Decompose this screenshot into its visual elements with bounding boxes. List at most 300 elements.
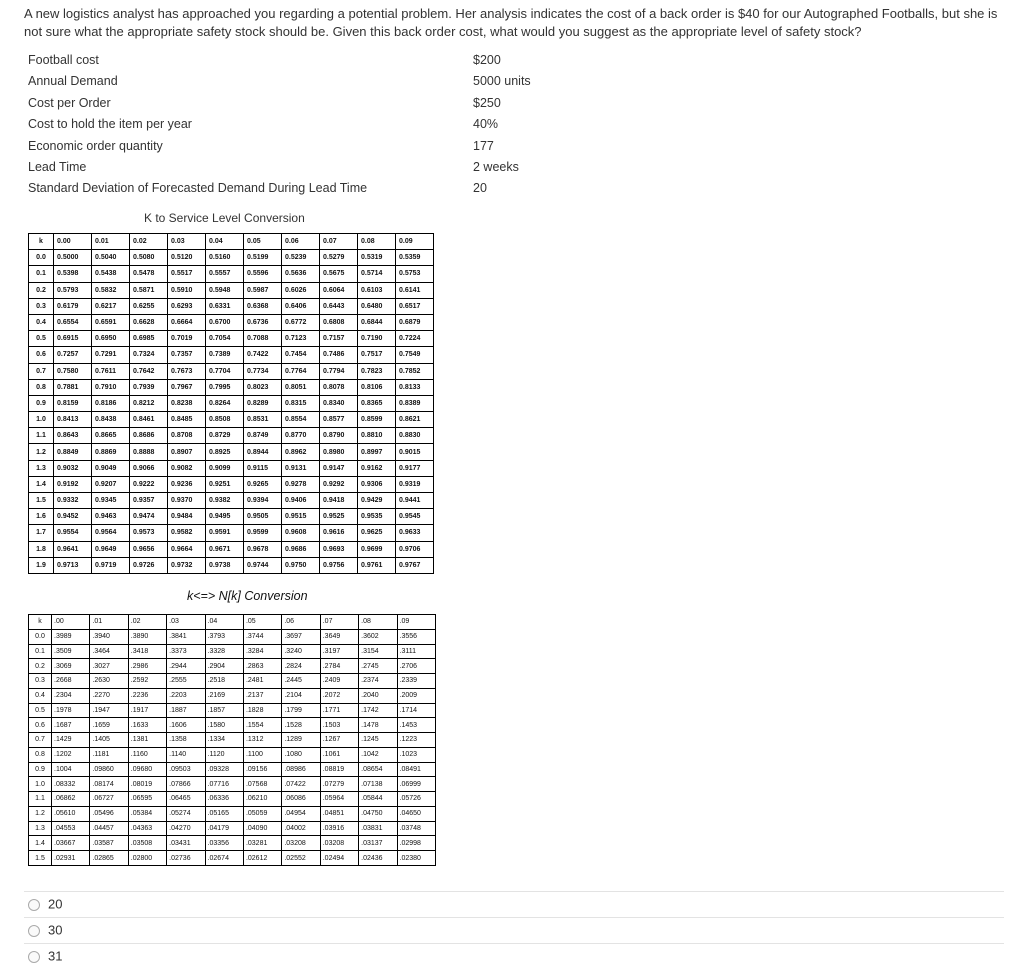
- table-cell: 0.8907: [168, 444, 206, 460]
- table-cell: .3154: [359, 644, 397, 659]
- table-cell: 0.6554: [54, 314, 92, 330]
- param-row: [28, 114, 548, 135]
- table-cell: .05726: [397, 792, 435, 807]
- row-key-cell: 0.7: [29, 733, 52, 748]
- table-cell: 0.6443: [320, 298, 358, 314]
- param-value: 2 weeks: [473, 159, 519, 174]
- table-row: [29, 379, 434, 395]
- table-cell: 0.7257: [54, 347, 92, 363]
- table-cell: .05165: [205, 806, 243, 821]
- table-cell: 0.5714: [358, 266, 396, 282]
- table-cell: 0.9505: [244, 509, 282, 525]
- table-cell: 0.8508: [206, 412, 244, 428]
- table-cell: .08491: [397, 762, 435, 777]
- table-cell: 0.6331: [206, 298, 244, 314]
- table-cell: 0.8944: [244, 444, 282, 460]
- table-cell: 0.9452: [54, 509, 92, 525]
- table-cell: .09680: [128, 762, 166, 777]
- table-cell: .09860: [90, 762, 128, 777]
- table-cell: .1947: [90, 703, 128, 718]
- table-cell: .1606: [167, 718, 205, 733]
- table-cell: 0.8365: [358, 395, 396, 411]
- table-cell: 0.7486: [320, 347, 358, 363]
- table-row: [29, 659, 436, 674]
- table-cell: 0.5871: [130, 282, 168, 298]
- row-key-cell: 1.4: [29, 836, 52, 851]
- table-cell: 0.9656: [130, 541, 168, 557]
- table-cell: .3069: [52, 659, 90, 674]
- table-cell: .06999: [397, 777, 435, 792]
- table-cell: .02865: [90, 851, 128, 866]
- row-key-cell: 1.9: [29, 557, 54, 573]
- table-cell: 0.9345: [92, 493, 130, 509]
- table-cell: .04650: [397, 806, 435, 821]
- table-cell: 0.9641: [54, 541, 92, 557]
- table-row: [29, 298, 434, 314]
- table-cell: .3373: [167, 644, 205, 659]
- table-cell: .06595: [128, 792, 166, 807]
- table-cell: 0.9625: [358, 525, 396, 541]
- param-label: Annual Demand: [28, 74, 118, 89]
- table-cell: 0.8686: [130, 428, 168, 444]
- table-row: [29, 703, 436, 718]
- table-cell: 0.5753: [396, 266, 434, 282]
- table-row: [29, 266, 434, 282]
- table-cell: 0.9484: [168, 509, 206, 525]
- table-cell: 0.8888: [130, 444, 168, 460]
- table-cell: 0.8621: [396, 412, 434, 428]
- table-cell: .03208: [282, 836, 320, 851]
- table-cell: 0.9082: [168, 460, 206, 476]
- table-header-cell: .01: [90, 615, 128, 630]
- table-cell: 0.9599: [244, 525, 282, 541]
- table-header-cell: 0.08: [358, 234, 396, 250]
- table-cell: .04363: [128, 821, 166, 836]
- table-cell: 0.8849: [54, 444, 92, 460]
- table-cell: .03137: [359, 836, 397, 851]
- table-cell: 0.9738: [206, 557, 244, 573]
- table-cell: 0.5675: [320, 266, 358, 282]
- table-cell: .3556: [397, 629, 435, 644]
- table-cell: 0.8315: [282, 395, 320, 411]
- table-cell: .1828: [243, 703, 281, 718]
- table-cell: 0.7580: [54, 363, 92, 379]
- row-key-cell: 1.8: [29, 541, 54, 557]
- table-cell: 0.6736: [244, 314, 282, 330]
- table-row: [29, 806, 436, 821]
- table-cell: .1917: [128, 703, 166, 718]
- table-cell: 0.8461: [130, 412, 168, 428]
- answer-option[interactable]: [28, 894, 62, 914]
- table-row: [29, 733, 436, 748]
- table-cell: 0.7704: [206, 363, 244, 379]
- row-key-cell: 0.7: [29, 363, 54, 379]
- table-cell: 0.9370: [168, 493, 206, 509]
- option-label: 20: [48, 896, 63, 912]
- table-cell: .1887: [167, 703, 205, 718]
- table-cell: 0.8577: [320, 412, 358, 428]
- table-cell: 0.9591: [206, 525, 244, 541]
- table-header-cell: 0.02: [130, 234, 168, 250]
- table-cell: 0.5478: [130, 266, 168, 282]
- table-cell: 0.5080: [130, 250, 168, 266]
- table-cell: 0.8186: [92, 395, 130, 411]
- table-cell: .1799: [282, 703, 320, 718]
- table-cell: .05964: [320, 792, 358, 807]
- table-cell: .3418: [128, 644, 166, 659]
- row-key-cell: 0.8: [29, 747, 52, 762]
- table-cell: .06465: [167, 792, 205, 807]
- table-cell: .2986: [128, 659, 166, 674]
- table-cell: 0.9554: [54, 525, 92, 541]
- row-key-cell: 0.6: [29, 347, 54, 363]
- table-header-row: [29, 615, 436, 630]
- table-cell: 0.5120: [168, 250, 206, 266]
- table-cell: .2203: [167, 688, 205, 703]
- table-cell: 0.6026: [282, 282, 320, 298]
- table-cell: .1004: [52, 762, 90, 777]
- table-cell: 0.9719: [92, 557, 130, 573]
- table-cell: .04954: [282, 806, 320, 821]
- table-cell: 0.6368: [244, 298, 282, 314]
- table-row: [29, 821, 436, 836]
- row-key-cell: 1.0: [29, 777, 52, 792]
- table-cell: .03431: [167, 836, 205, 851]
- param-value: 40%: [473, 117, 499, 132]
- table-header-row: [29, 234, 434, 250]
- table-row: [29, 363, 434, 379]
- table-cell: .1771: [320, 703, 358, 718]
- table-cell: 0.5040: [92, 250, 130, 266]
- table-cell: 0.7054: [206, 331, 244, 347]
- row-key-cell: 0.0: [29, 629, 52, 644]
- table-cell: 0.9066: [130, 460, 168, 476]
- answer-option[interactable]: [28, 920, 62, 940]
- table-cell: .3509: [52, 644, 90, 659]
- table-cell: 0.7224: [396, 331, 434, 347]
- param-row: [28, 93, 548, 114]
- table-cell: .2009: [397, 688, 435, 703]
- table-cell: 0.9573: [130, 525, 168, 541]
- row-key-cell: 1.0: [29, 412, 54, 428]
- row-key-cell: 0.2: [29, 659, 52, 674]
- table-cell: .2944: [167, 659, 205, 674]
- table-cell: 0.9147: [320, 460, 358, 476]
- table-cell: 0.6985: [130, 331, 168, 347]
- table-cell: .1061: [320, 747, 358, 762]
- table-cell: .1334: [205, 733, 243, 748]
- table-row: [29, 644, 436, 659]
- param-label: Cost per Order: [28, 95, 111, 110]
- table-cell: .04750: [359, 806, 397, 821]
- table-cell: 0.6879: [396, 314, 434, 330]
- table-cell: .1633: [128, 718, 166, 733]
- table-cell: 0.9671: [206, 541, 244, 557]
- table-cell: .3284: [243, 644, 281, 659]
- row-key-cell: 1.1: [29, 792, 52, 807]
- table-cell: .2518: [205, 674, 243, 689]
- table-cell: 0.6628: [130, 314, 168, 330]
- table-cell: 0.9463: [92, 509, 130, 525]
- table-cell: 0.9535: [358, 509, 396, 525]
- row-key-cell: 0.4: [29, 688, 52, 703]
- table-cell: .1100: [243, 747, 281, 762]
- table-cell: .04002: [282, 821, 320, 836]
- row-key-cell: 1.3: [29, 821, 52, 836]
- row-key-cell: 0.1: [29, 266, 54, 282]
- table-row: [29, 428, 434, 444]
- table-cell: 0.9608: [282, 525, 320, 541]
- table-cell: .2104: [282, 688, 320, 703]
- radio-button[interactable]: [28, 925, 40, 937]
- table-cell: 0.5793: [54, 282, 92, 298]
- table-cell: 0.6664: [168, 314, 206, 330]
- table-cell: 0.6217: [92, 298, 130, 314]
- table-cell: 0.6255: [130, 298, 168, 314]
- table-cell: 0.7157: [320, 331, 358, 347]
- table-cell: .2824: [282, 659, 320, 674]
- table-cell: 0.8485: [168, 412, 206, 428]
- table-cell: 0.7422: [244, 347, 282, 363]
- table-row: [29, 541, 434, 557]
- table-header-cell: .09: [397, 615, 435, 630]
- table-cell: .08654: [359, 762, 397, 777]
- table-cell: 0.9686: [282, 541, 320, 557]
- table-cell: .02612: [243, 851, 281, 866]
- table-cell: .1580: [205, 718, 243, 733]
- param-value: 177: [473, 138, 494, 153]
- table-cell: .1160: [128, 747, 166, 762]
- table-cell: 0.7088: [244, 331, 282, 347]
- table-cell: .2072: [320, 688, 358, 703]
- table-cell: 0.9306: [358, 476, 396, 492]
- option-label: 31: [48, 948, 63, 964]
- table-cell: .3602: [359, 629, 397, 644]
- table-cell: 0.9649: [92, 541, 130, 557]
- table-cell: .3240: [282, 644, 320, 659]
- table-cell: .06210: [243, 792, 281, 807]
- table-cell: 0.7611: [92, 363, 130, 379]
- table-cell: 0.7967: [168, 379, 206, 395]
- table-cell: .2630: [90, 674, 128, 689]
- table-cell: 0.8749: [244, 428, 282, 444]
- table-cell: .05844: [359, 792, 397, 807]
- table-cell: .04179: [205, 821, 243, 836]
- table-cell: .2706: [397, 659, 435, 674]
- table-cell: 0.5596: [244, 266, 282, 282]
- radio-button[interactable]: [28, 899, 40, 911]
- table-row: [29, 314, 434, 330]
- table-cell: .2137: [243, 688, 281, 703]
- table-cell: .03748: [397, 821, 435, 836]
- table-cell: 0.5987: [244, 282, 282, 298]
- table-cell: .2169: [205, 688, 243, 703]
- table-cell: 0.7823: [358, 363, 396, 379]
- table-cell: .03667: [52, 836, 90, 851]
- table-cell: .03208: [320, 836, 358, 851]
- table-cell: 0.7549: [396, 347, 434, 363]
- row-key-cell: 1.5: [29, 851, 52, 866]
- table-cell: 0.5398: [54, 266, 92, 282]
- table-cell: .03587: [90, 836, 128, 851]
- table-cell: 0.9633: [396, 525, 434, 541]
- table-cell: 0.8238: [168, 395, 206, 411]
- table-cell: 0.9726: [130, 557, 168, 573]
- table-cell: .06727: [90, 792, 128, 807]
- row-key-cell: 0.3: [29, 298, 54, 314]
- table-row: [29, 747, 436, 762]
- table-cell: 0.6141: [396, 282, 434, 298]
- table-cell: 0.5517: [168, 266, 206, 282]
- table-cell: 0.7881: [54, 379, 92, 395]
- table-cell: .3328: [205, 644, 243, 659]
- table-cell: 0.9664: [168, 541, 206, 557]
- table-cell: 0.8980: [320, 444, 358, 460]
- param-row: [28, 157, 548, 178]
- table-header-cell: 0.01: [92, 234, 130, 250]
- table-cell: .09328: [205, 762, 243, 777]
- table-header-cell: .07: [320, 615, 358, 630]
- table-cell: .08332: [52, 777, 90, 792]
- table-cell: 0.6772: [282, 314, 320, 330]
- table-header-cell: k: [29, 234, 54, 250]
- table-cell: .1453: [397, 718, 435, 733]
- param-label: Standard Deviation of Forecasted Demand During Lead Time: [28, 181, 368, 196]
- table-cell: .1140: [167, 747, 205, 762]
- table-cell: 0.6950: [92, 331, 130, 347]
- table-cell: .1381: [128, 733, 166, 748]
- row-key-cell: 1.1: [29, 428, 54, 444]
- table-cell: 0.7454: [282, 347, 320, 363]
- table-cell: .1358: [167, 733, 205, 748]
- table-cell: 0.5832: [92, 282, 130, 298]
- table-cell: .02931: [52, 851, 90, 866]
- table-cell: .1120: [205, 747, 243, 762]
- table-cell: 0.9429: [358, 493, 396, 509]
- table-cell: 0.6179: [54, 298, 92, 314]
- table-row: [29, 718, 436, 733]
- table-row: [29, 347, 434, 363]
- table-cell: .3989: [52, 629, 90, 644]
- table-cell: .02800: [128, 851, 166, 866]
- table-cell: .02552: [282, 851, 320, 866]
- table-cell: .05610: [52, 806, 90, 821]
- table-cell: 0.6064: [320, 282, 358, 298]
- table-cell: .1023: [397, 747, 435, 762]
- table-cell: 0.7389: [206, 347, 244, 363]
- table-cell: 0.9131: [282, 460, 320, 476]
- table-cell: 0.8340: [320, 395, 358, 411]
- table-cell: 0.5199: [244, 250, 282, 266]
- row-key-cell: 0.8: [29, 379, 54, 395]
- table-header-cell: .05: [243, 615, 281, 630]
- table-cell: 0.5319: [358, 250, 396, 266]
- table-cell: 0.5160: [206, 250, 244, 266]
- table-header-cell: 0.05: [244, 234, 282, 250]
- table-cell: .02494: [320, 851, 358, 866]
- table-row: [29, 395, 434, 411]
- table-cell: .06862: [52, 792, 90, 807]
- table-cell: 0.9162: [358, 460, 396, 476]
- table-cell: 0.9441: [396, 493, 434, 509]
- nk-conversion-table: [28, 614, 436, 866]
- table-cell: .04851: [320, 806, 358, 821]
- table-cell: 0.5438: [92, 266, 130, 282]
- table-cell: 0.6406: [282, 298, 320, 314]
- table-cell: .2904: [205, 659, 243, 674]
- table-cell: 0.8212: [130, 395, 168, 411]
- nk-table-title: k<=> N[k] Conversion: [187, 589, 308, 603]
- param-value: $200: [473, 53, 501, 67]
- table-header-cell: 0.07: [320, 234, 358, 250]
- table-cell: .08174: [90, 777, 128, 792]
- param-value: $250: [473, 95, 501, 110]
- table-cell: 0.7019: [168, 331, 206, 347]
- table-cell: .1687: [52, 718, 90, 733]
- table-cell: .3744: [243, 629, 281, 644]
- table-row: [29, 688, 436, 703]
- table-header-cell: .08: [359, 615, 397, 630]
- table-header-cell: .06: [282, 615, 320, 630]
- table-cell: 0.8770: [282, 428, 320, 444]
- table-cell: .3940: [90, 629, 128, 644]
- table-row: [29, 674, 436, 689]
- table-cell: 0.6517: [396, 298, 434, 314]
- table-cell: .1267: [320, 733, 358, 748]
- table-cell: .1857: [205, 703, 243, 718]
- table-cell: 0.9418: [320, 493, 358, 509]
- answer-option[interactable]: [28, 946, 62, 966]
- table-cell: .06336: [205, 792, 243, 807]
- table-cell: 0.9382: [206, 493, 244, 509]
- table-cell: 0.8389: [396, 395, 434, 411]
- param-value: 20: [473, 181, 487, 196]
- table-cell: .07568: [243, 777, 281, 792]
- table-row: [29, 460, 434, 476]
- row-key-cell: 0.9: [29, 395, 54, 411]
- table-cell: .08819: [320, 762, 358, 777]
- table-cell: 0.9515: [282, 509, 320, 525]
- table-header-cell: 0.04: [206, 234, 244, 250]
- table-cell: 0.9177: [396, 460, 434, 476]
- table-cell: 0.8810: [358, 428, 396, 444]
- row-key-cell: 0.1: [29, 644, 52, 659]
- table-cell: 0.9207: [92, 476, 130, 492]
- service-level-table-title: K to Service Level Conversion: [144, 211, 305, 225]
- table-cell: .1478: [359, 718, 397, 733]
- table-cell: .1659: [90, 718, 128, 733]
- table-cell: 0.9265: [244, 476, 282, 492]
- table-cell: 0.7673: [168, 363, 206, 379]
- table-cell: .09503: [167, 762, 205, 777]
- table-cell: .2863: [243, 659, 281, 674]
- table-header-cell: 0.09: [396, 234, 434, 250]
- table-row: [29, 557, 434, 573]
- row-key-cell: 0.6: [29, 718, 52, 733]
- table-cell: 0.7324: [130, 347, 168, 363]
- row-key-cell: 1.2: [29, 444, 54, 460]
- table-cell: .2304: [52, 688, 90, 703]
- table-cell: 0.5557: [206, 266, 244, 282]
- table-cell: 0.8997: [358, 444, 396, 460]
- table-cell: .2339: [397, 674, 435, 689]
- radio-button[interactable]: [28, 951, 40, 963]
- table-cell: .04553: [52, 821, 90, 836]
- table-cell: .02736: [167, 851, 205, 866]
- table-cell: 0.8531: [244, 412, 282, 428]
- table-cell: 0.9525: [320, 509, 358, 525]
- table-cell: .1042: [359, 747, 397, 762]
